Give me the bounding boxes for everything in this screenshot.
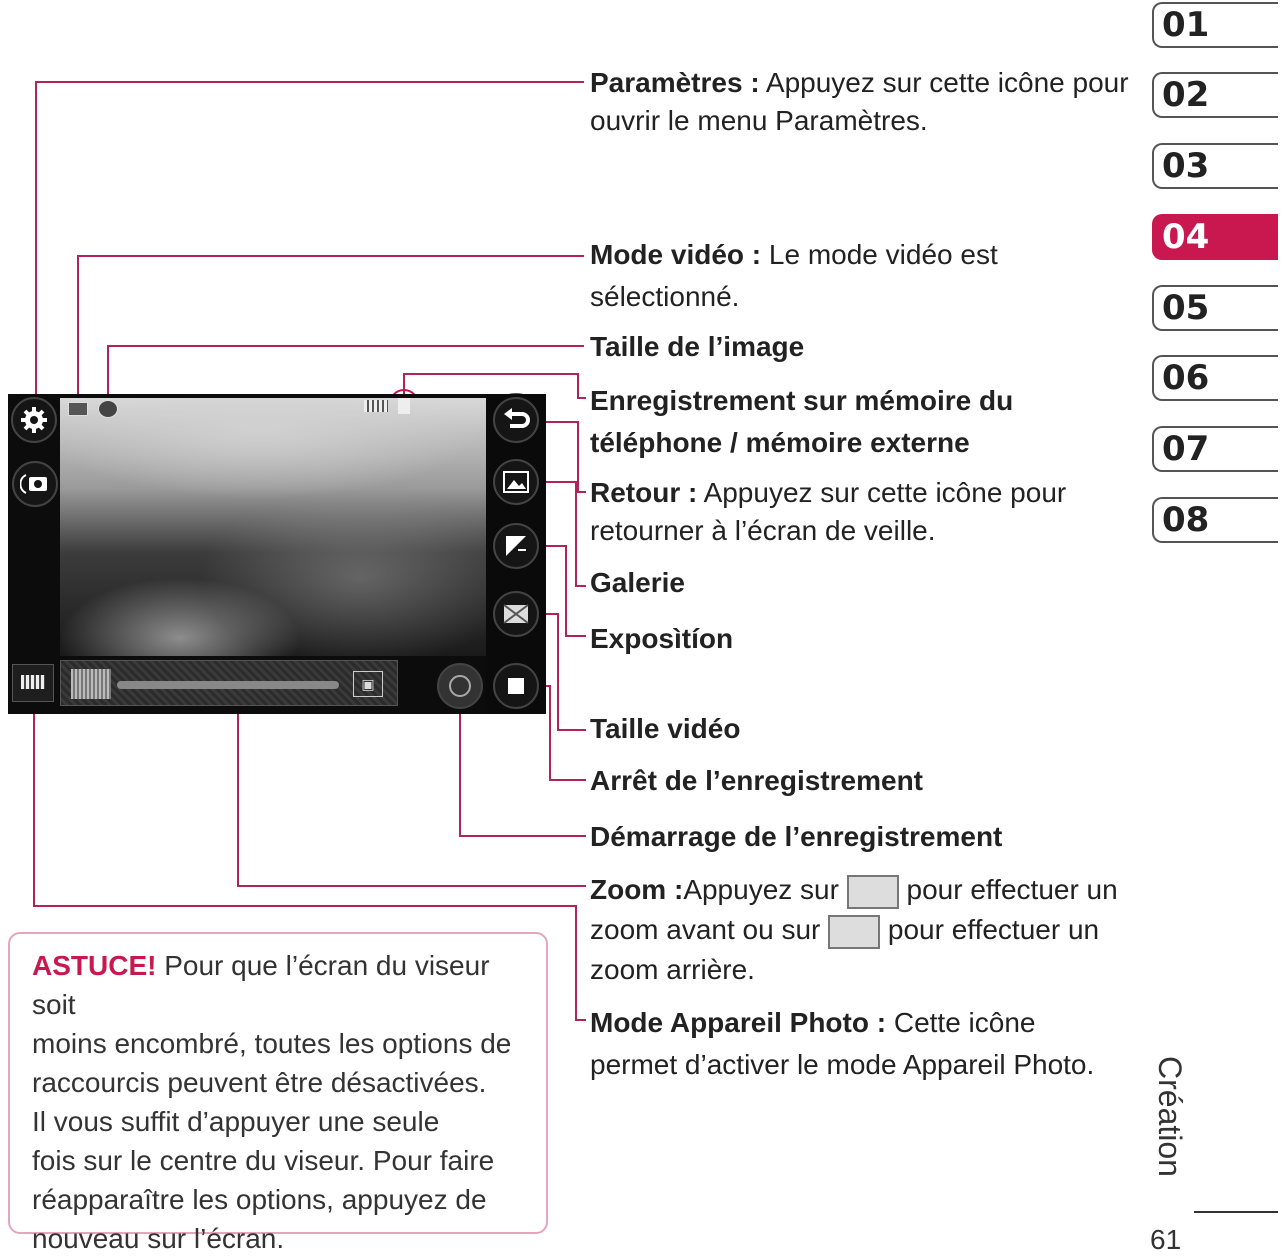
annotation-title: Paramètres : (590, 67, 760, 98)
chapter-tab-07[interactable]: 07 (1152, 426, 1278, 472)
annotation-exposition (590, 620, 733, 658)
annotation-text: Cette icône (886, 1007, 1036, 1038)
annotation-enregistrement (590, 380, 1013, 464)
annotation-text: pour effectuer un (906, 874, 1118, 905)
annotation-text: sélectionné. (590, 281, 740, 312)
tip-line: Pour que l’écran du viseur soit (32, 950, 490, 1020)
chapter-tab-04[interactable]: 04 (1152, 214, 1278, 260)
annotation-title: Mode vidéo : (590, 239, 762, 270)
annotation-title: Démarrage de l’enregistrement (590, 821, 1003, 852)
annotation-text: ouvrir le menu Paramètres. (590, 105, 928, 136)
annotation-parametres (590, 64, 1129, 140)
annotation-title: Taille vidéo (590, 713, 741, 744)
tip-line: nouveau sur l’écran. (32, 1223, 285, 1254)
gallery-icon[interactable] (493, 459, 539, 505)
annotation-taille-video (590, 710, 740, 748)
annotation-title: Retour : (590, 477, 698, 508)
tip-line: réapparaître les options, appuyez de (32, 1184, 487, 1215)
annotation-demarrage (590, 818, 1002, 856)
video-size-icon[interactable] (493, 591, 539, 637)
gear-icon[interactable] (11, 397, 57, 443)
zoom-thumb[interactable] (71, 669, 111, 699)
zoom-slider[interactable] (60, 660, 398, 706)
zoom-out-icon (828, 915, 880, 949)
tip-title: ASTUCE! (32, 950, 157, 981)
annotation-taille-image (590, 328, 804, 366)
annotation-mode-photo (590, 1002, 1094, 1086)
back-arrow-icon[interactable] (493, 397, 539, 443)
annotation-title: Enregistrement sur mémoire du (590, 385, 1014, 416)
annotation-galerie (590, 564, 685, 602)
annotation-title: Exposìtíon (590, 623, 734, 654)
stop-icon[interactable] (493, 663, 539, 709)
annotation-title: téléphone / mémoire externe (590, 427, 970, 458)
zoom-in-icon[interactable]: ▣ (353, 671, 383, 697)
battery-icon (364, 400, 388, 412)
annotation-text: permet d’activer le mode Appareil Photo. (590, 1049, 1095, 1080)
annotation-text: Appuyez sur (683, 874, 847, 905)
record-icon[interactable] (437, 663, 483, 709)
page-number: 61 (1150, 1224, 1182, 1255)
camera-switch-icon[interactable] (12, 461, 58, 507)
footer-divider (1194, 1211, 1278, 1213)
section-label: Création (1152, 1056, 1188, 1177)
annotation-text: pour effectuer un (887, 914, 1100, 945)
annotation-text: retourner à l’écran de veille. (590, 515, 936, 546)
annotation-text: Appuyez sur cette icône pour (759, 67, 1129, 98)
zoom-in-icon (847, 875, 899, 909)
camera-mode-toggle[interactable] (12, 664, 54, 702)
annotation-mode-video (590, 234, 998, 318)
annotation-text: zoom avant ou sur (590, 914, 829, 945)
annotation-title: Mode Appareil Photo : (590, 1007, 887, 1038)
annotation-title: Zoom : (590, 874, 684, 905)
exposure-icon[interactable] (493, 523, 539, 569)
memory-icon (398, 398, 410, 414)
tip-line: raccourcis peuvent être désactivées. (32, 1067, 487, 1098)
annotation-title: Taille de l’image (590, 331, 805, 362)
annotation-text: zoom arrière. (590, 954, 755, 985)
tip-line: moins encombré, toutes les options de (32, 1028, 512, 1059)
annotation-retour (590, 474, 1066, 550)
tip-line: Il vous suffit d’appuyer une seule (32, 1106, 440, 1137)
chapter-tab-01[interactable]: 01 (1152, 2, 1278, 48)
chapter-tab-02[interactable]: 02 (1152, 72, 1278, 118)
image-size-icon (98, 400, 118, 418)
chapter-tab-08[interactable]: 08 (1152, 497, 1278, 543)
tip-box (8, 932, 548, 1254)
zoom-track (117, 681, 339, 689)
annotation-zoom (590, 870, 1118, 990)
tip-line: fois sur le centre du viseur. Pour faire (32, 1145, 495, 1176)
viewfinder-image (60, 398, 486, 656)
chapter-tab-06[interactable]: 06 (1152, 355, 1278, 401)
chapter-tab-05[interactable]: 05 (1152, 285, 1278, 331)
annotation-text: Le mode vidéo est (761, 239, 998, 270)
annotation-text: Appuyez sur cette icône pour (697, 477, 1067, 508)
camera-viewfinder (8, 394, 546, 714)
chapter-tab-03[interactable]: 03 (1152, 143, 1278, 189)
video-mode-icon (68, 402, 88, 416)
annotation-title: Arrêt de l’enregistrement (590, 765, 923, 796)
annotation-title: Galerie (590, 567, 685, 598)
annotation-arret (590, 762, 923, 800)
